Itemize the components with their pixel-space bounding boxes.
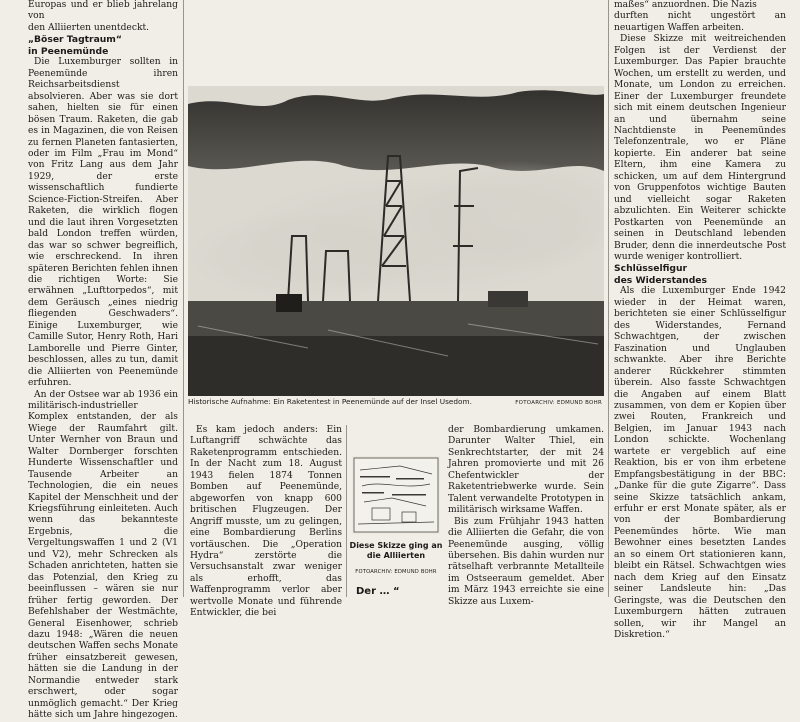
paragraph: Diese Skizze mit weitreichenden Folgen ist der Verdienst der Luxemburger. Das Papier brauchte Wochen, um erstellt zu werden, und Monate, um London zu erreichen. Einer der Luxemburger freundete sich mit einem deutschen Ingenieur an und übernahm seine Nachtdienste in Peenemündes Telefonzentrale, wo er Pläne kopierte. Ein anderer bat seine Eltern, ihm eine Kamera zu schicken, um auf dem Hintergrund von Gruppenfotos wichtige Bauten und vielleicht sogar Raketen abzulichten. Ein Weiterer schickte Postkarten von Peenemünde an seinen in Deutschland lebenden Bruder, denn die innerdeutsche Post wurde weniger kontrolliert. (614, 34, 786, 262)
sketch-caption-line-1: Diese Skizze ging an (349, 541, 443, 550)
subheading-schluesselfigur (614, 263, 786, 286)
sketch-caption-line-2: die Alliierten (366, 551, 426, 560)
paragraph: Als die Luxemburger Ende 1942 wieder in der Heimat waren, berichteten sie einer Schlüsselfigur des Widerstandes, Fernand Schwachtgen, der zwischen Faszination und Unglauben schwankte. Aber ihre Berichte anderer Rückkehrer stimmten überein. Also fasste Schwachtgen die Angaben auf einem Blatt zusammen, von dem er Kopien über zwei Routen, Frankreich und Belgien, im Januar 1943 nach London schickte. Wochenlang wartete er vergeblich auf eine Reaktion, bis er von ihm erbetene Empfangsbestätigung in der BBC: „Danke für die gute Zigarre“. Dass seine Skizze tatsächlich ankam, erfuhr er erst Monate später, als er von der Bombardierung Peenemündes hörte. Wie man Bewohner eines besetzten Landes an so einem Ort stationieren kann, bleibt ein Rätsel. Schwachtgen wies nach dem Krieg auf den Einsatz seiner Landsleute hin: „Das Geringste, was die Deutschen den Luxemburgern hätten zutrauen sollen, wir ihr Mangel an Diskretion.“ (614, 286, 786, 641)
subheading-line-2: in Peenemünde (28, 45, 109, 57)
photo-caption (188, 397, 604, 407)
photo-credit: FOTOARCHIV: EDMUND BOHR (515, 400, 602, 406)
sketch-caption (348, 541, 444, 561)
sketch-credit: FOTOARCHIV: EDMUND BOHR (355, 569, 437, 575)
subheading-line-1: „Böser Tagtraum“ (28, 34, 122, 46)
subheading-line-1: Schlüsselfigur (614, 263, 688, 275)
paragraph: der Bombardierung umkamen. Darunter Walter Thiel, ein Senkrechtstarter, der mit 24 Jahren promovierte und mit 26 Chefentwickler der Raketentriebwerke wurde. Sein Talent verwandelte Prototypen in militärisch wirksame Waffen. (448, 425, 604, 516)
subheading-line-2: des Widerstandes (614, 274, 707, 286)
subheading-boeser-tagtraum (28, 34, 178, 57)
article-column-4 (614, 0, 786, 641)
column1-top-line-1: Europas und er blieb jahrelang von (28, 0, 178, 22)
rocket-test-illustration (188, 86, 604, 396)
column-divider (608, 0, 609, 597)
photo-caption-text: Historische Aufnahme: Ein Raketentest in Peenemünde auf der Insel Usedom. (188, 397, 472, 406)
sketch-drawing (352, 456, 440, 534)
sketch-image (352, 456, 440, 534)
rocket-test-photo (188, 86, 604, 396)
column4-top-line-1: maßes“ anzuordnen. Die Nazis (614, 0, 757, 10)
paragraph: An der Ostsee war ab 1936 ein militärisch-industrieller Komplex entstanden, der als Wiege der Raumfahrt gilt. Unter Wernher von Braun und Walter Dornberger forschten Hunderte Wissenschaftler und Tausende Arbeiter an Technologien, die ein neues Kapitel der Menschheit und der Kriegsführung einleiteten. Auch wenn das bekannteste Ergebnis, die Vergeltungswaffen 1 und 2 (V1 und V2), mehr Schrecken als Schaden anrichteten, hatten sie das Potenzial, den Krieg zu beeinflussen – wären sie nur früher fertig geworden. Der Befehlshaber der Westmächte, General Eisenhower, schrieb dazu 1948: „Wären die neuen deutschen Waffen sechs Monate früher einsatzbereit gewesen, hätten sie die Landung in der Normandie entweder stark erschwert, oder sogar unmöglich gemacht.“ Der Krieg hätte sich um Jahre hingezogen. (28, 389, 178, 721)
paragraph: Es kam jedoch anders: Ein Luftangriff schwächte das Raketenprogramm entschieden. In der Nacht zum 18. August 1943 fielen 1874 Tonnen Bomben auf Peenemünde, abgeworfen von knapp 600 britischen Flugzeugen. Der Angriff musste, um zu gelingen, eine Bombardierung Berlins vortäuschen. Die „Operation Hydra“ zerstörte die Versuchsanstalt zwar weniger als erhofft, das Waffenprogramm verlor aber wertvolle Monate und führende Entwickler, die bei (190, 425, 342, 619)
article-column-3 (448, 425, 604, 608)
next-heading-partial: Der … “ (356, 586, 400, 597)
article-column-2 (190, 425, 342, 620)
paragraph: Bis zum Frühjahr 1943 hatten die Alliierten die Gefahr, die von Peenemünde ausging, völlig übersehen. Bis dahin wurden nur rätselhaft verbrannte Metallteile im Ostseeraum gemeldet. Aber im März 1943 erreichte sie eine Skizze aus Luxem- (448, 516, 604, 607)
column-divider (183, 0, 184, 597)
paragraph: Die Luxemburger sollten in Peenemünde ihren Reichsarbeitsdienst absolvieren. Aber was sie dort sahen, hielten sie für einen bösen Traum. Raketen, die gab es in Magazinen, die von Reisen zu fernen Planeten fantasierten, oder im Film „Frau im Mond“ von Fritz Lang aus dem Jahr 1929, der erste wissenschaftlich fundierte Science-Fiction-Streifen. Aber Raketen, die wirklich flogen und die laut ihren Vorgesetzten bald London treffen würden, das war so schwer begreiflich, wie erschreckend. In ihren späteren Berichten fehlen ihnen die richtigen Worte: Sie erwähnen „Lufttorpedos“, mit dem Geräusch „eines niedrig fliegenden Geschwaders“. Einige Luxemburger, wie Camille Sutor, Henry Roth, Hari Lamborelle und Pierre Ginter, beschlossen, alles zu tun, damit die Alliierten von Peenemünde erfuhren. (28, 57, 178, 389)
column4-top-line-2: durften nicht ungestört an neuartigen Waffen arbeiten. (614, 11, 786, 33)
article-column-1 (28, 0, 178, 722)
column1-top-line-2: den Alliierten unentdeckt. (28, 22, 150, 33)
